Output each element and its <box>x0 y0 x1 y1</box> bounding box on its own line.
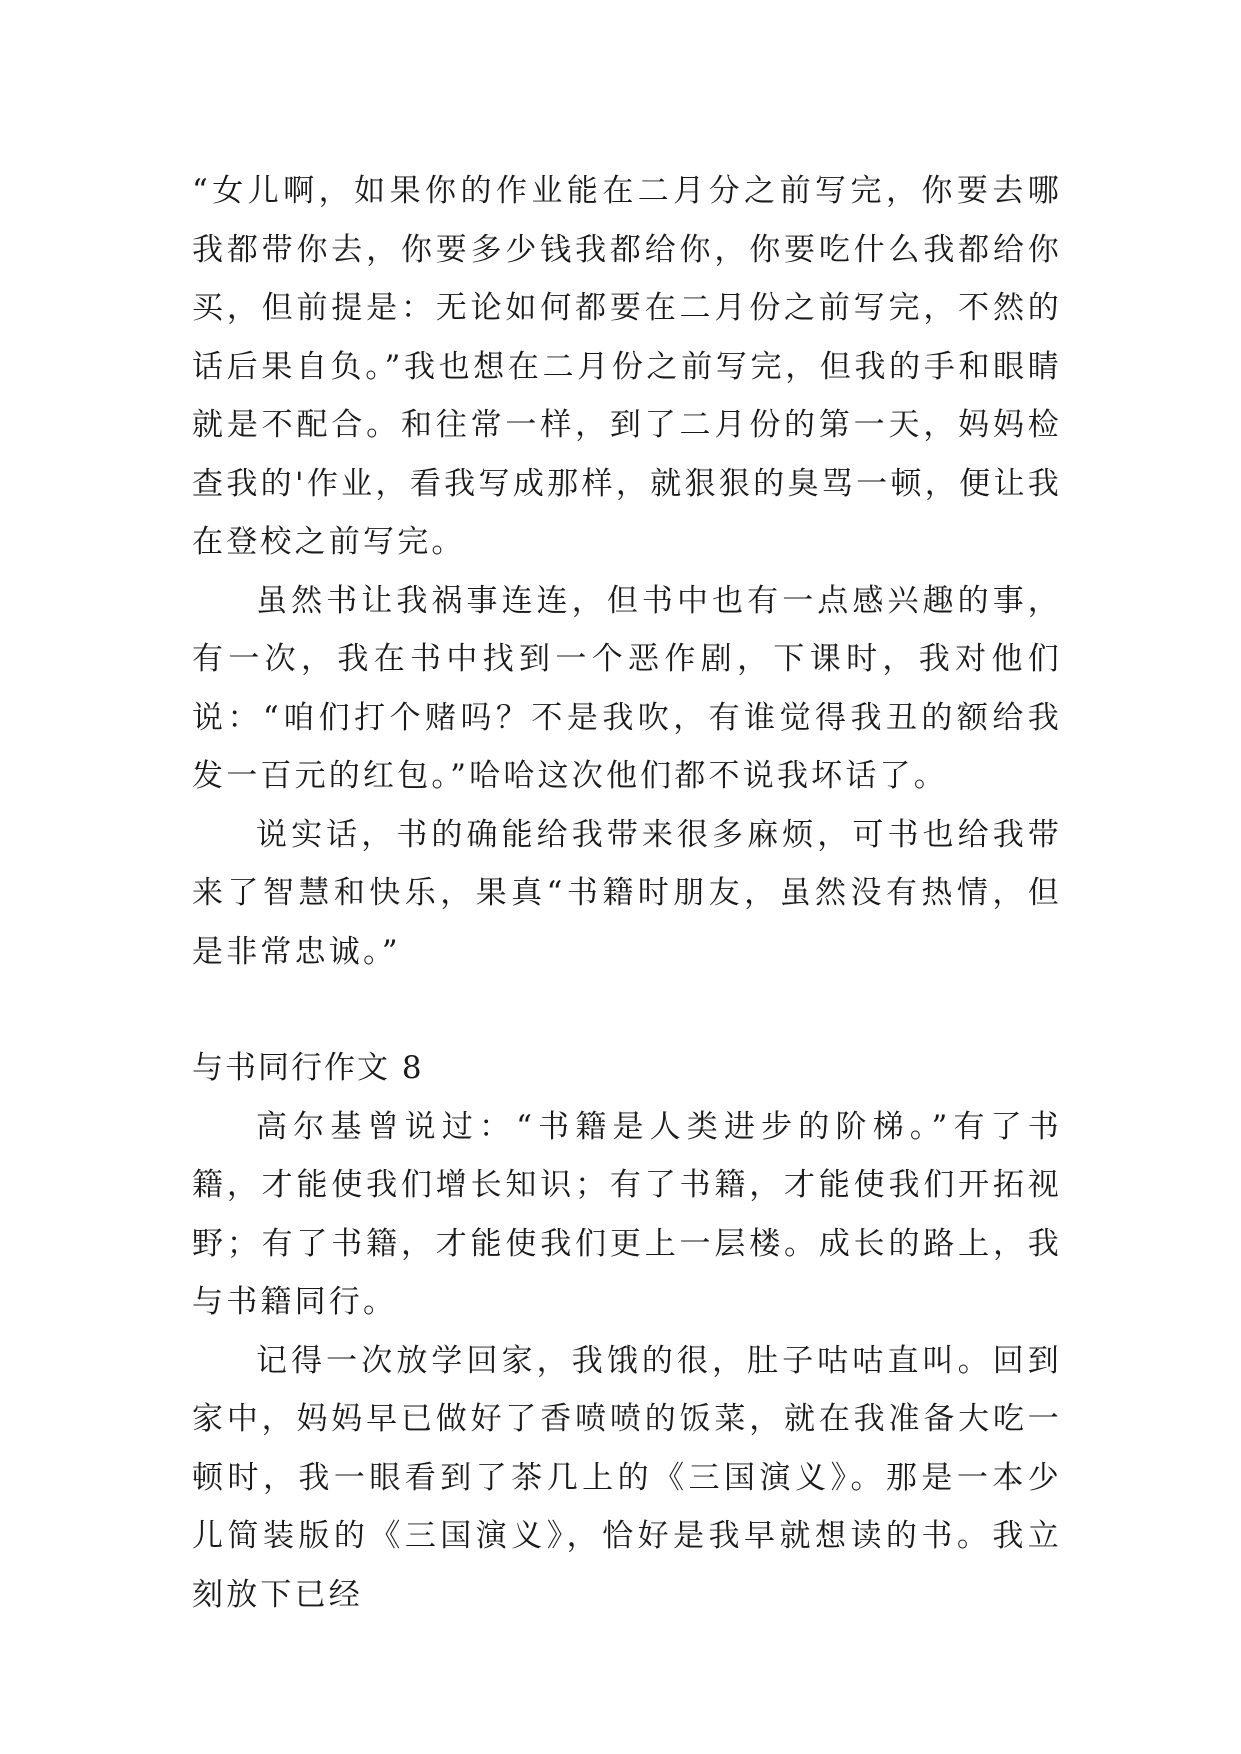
paragraph-book-wisdom: 说实话，书的确能给我带来很多麻烦，可书也给我带来了智慧和快乐，果真“书籍时朋友，虽然没有热情，但是非常忠诚。” <box>192 816 1062 970</box>
paragraph-gorky-quote: 高尔基曾说过：“书籍是人类进步的阶梯。”有了书籍，才能使我们增长知识；有了书籍，才能使我们开拓视野；有了书籍，才能使我们更上一层楼。成长的路上，我与书籍同行。 <box>192 1108 1062 1320</box>
paragraph-daughter-homework: “女儿啊，如果你的作业能在二月分之前写完，你要去哪我都带你去，你要多少钱我都给你，你要吃什么我都给你买，但前提是：无论如何都要在二月份之前写完，不然的话后果自负。”我也想在二月份之前写完，但我的手和眼睛就是不配合。和往常一样，到了二月份的第一天，妈妈检查我的'作业，看我写成那样，就狠狠的臭骂一顿，便让我在登校之前写完。 <box>192 173 1062 560</box>
document-body <box>192 162 1062 1624</box>
section-title: 与书同行作文 8 <box>192 1050 424 1086</box>
section-spacer <box>192 981 1062 1039</box>
paragraph-book-prank: 虽然书让我祸事连连，但书中也有一点感兴趣的事，有一次，我在书中找到一个恶作剧，下课时，我对他们说：“咱们打个赌吗？不是我吹，有谁觉得我丑的额给我发一百元的红包。”哈哈这次他们都不说我坏话了。 <box>192 582 1062 794</box>
paragraph-three-kingdoms: 记得一次放学回家，我饿的很，肚子咕咕直叫。回到家中，妈妈早已做好了香喷喷的饭菜，就在我准备大吃一顿时，我一眼看到了茶几上的《三国演义》。那是一本少儿简装版的《三国演义》，恰好是我早就想读的书。我立刻放下已经 <box>192 1342 1062 1613</box>
